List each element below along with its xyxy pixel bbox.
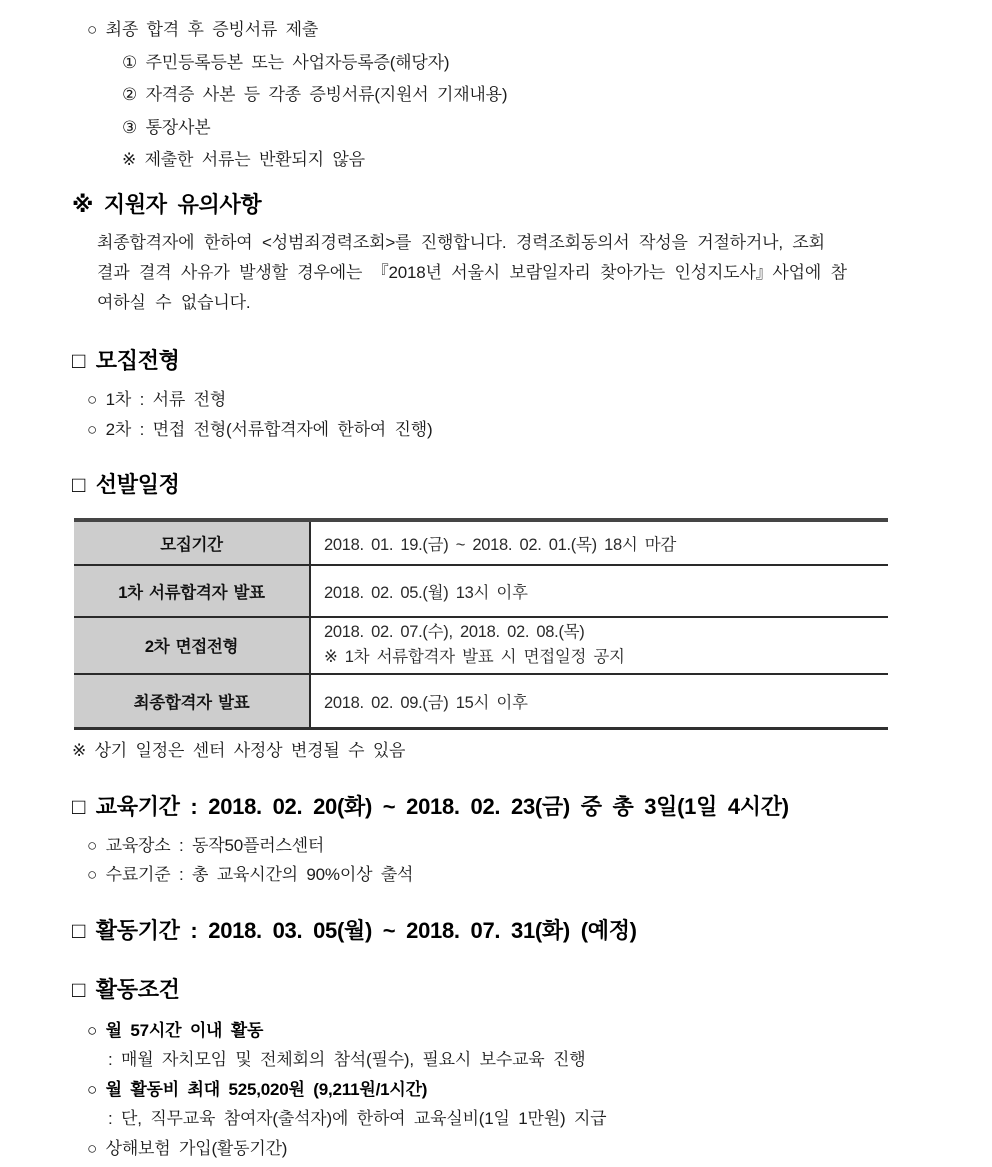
schedule-footnote: ※ 상기 일정은 센터 사정상 변경될 수 있음 — [72, 740, 406, 760]
conditions-heading: □ 활동조건 — [72, 976, 180, 1002]
submission-note: ※ 제출한 서류는 반환되지 않음 — [122, 150, 365, 169]
activity-period-heading: □ 활동기간 : 2018. 03. 05(월) ~ 2018. 07. 31(화) (예정) — [72, 917, 637, 943]
row-value-line-2: ※ 1차 서류합격자 발표 시 면접일정 공지 — [324, 648, 625, 666]
recruitment-item-2: ○ 2차 : 면접 전형(서류합격자에 한하여 진행) — [87, 419, 433, 439]
recruitment-items — [72, 385, 952, 445]
table-row — [74, 565, 888, 617]
conditions-items — [72, 1016, 952, 1164]
table-row — [74, 520, 888, 565]
section-activity-period — [72, 918, 952, 944]
education-heading: □ 교육기간 : 2018. 02. 20(화) ~ 2018. 02. 23(금) 중 총 3일(1일 4시간) — [72, 793, 789, 819]
row-value-line-1: 2018. 02. 07.(수), 2018. 02. 08.(목) — [324, 623, 585, 641]
section-recruitment-process — [72, 348, 952, 445]
schedule-heading: □ 선발일정 — [72, 471, 180, 497]
education-items — [72, 831, 952, 889]
submission-item-2: ② 자격증 사본 등 각종 증빙서류(지원서 기재내용) — [122, 85, 508, 104]
education-item-2: ○ 수료기준 : 총 교육시간의 90%이상 출석 — [87, 864, 414, 884]
condition-pay: ○ 월 활동비 최대 525,020원 (9,211원/1시간) — [87, 1079, 428, 1099]
section-selection-schedule — [72, 472, 952, 761]
table-row — [74, 617, 888, 674]
notice-paragraph — [97, 228, 952, 318]
row-value: 2018. 01. 19.(금) ~ 2018. 02. 01.(목) 18시 마감 — [310, 520, 888, 565]
section-applicant-notice — [72, 192, 952, 318]
submission-item-3: ③ 통장사본 — [122, 117, 211, 137]
recruitment-heading: □ 모집전형 — [72, 347, 180, 373]
condition-insurance: ○ 상해보험 가입(활동기간) — [87, 1138, 288, 1158]
row-value: 2018. 02. 05.(월) 13시 이후 — [310, 565, 888, 617]
condition-hours-detail: : 매월 자치모임 및 전체회의 참석(필수), 필요시 보수교육 진행 — [108, 1050, 586, 1069]
section-activity-conditions — [72, 977, 952, 1164]
row-header: 최종합격자 발표 — [74, 674, 310, 729]
schedule-table — [74, 518, 888, 730]
row-header: 1차 서류합격자 발표 — [74, 565, 310, 617]
recruitment-item-1: ○ 1차 : 서류 전형 — [87, 389, 227, 409]
education-item-1: ○ 교육장소 : 동작50플러스센터 — [87, 835, 325, 855]
row-header: 모집기간 — [74, 520, 310, 565]
row-header: 2차 면접전형 — [74, 617, 310, 674]
condition-hours: ○ 월 57시간 이내 활동 — [87, 1020, 264, 1040]
notice-line: 여하실 수 없습니다. — [97, 292, 251, 312]
section-document-submission — [72, 14, 952, 177]
notice-heading: ※ 지원자 유의사항 — [72, 191, 262, 217]
table-row — [74, 674, 888, 729]
row-value — [310, 617, 888, 674]
section-education-period — [72, 794, 952, 889]
submission-item-1: ① 주민등록등본 또는 사업자등록증(해당자) — [122, 52, 450, 72]
notice-line: 최종합격자에 한하여 <성범죄경력조회>를 진행합니다. 경력조회동의서 작성을 거절하거나, 조회 — [97, 232, 825, 252]
condition-pay-detail: : 단, 직무교육 참여자(출석자)에 한하여 교육실비(1일 1만원) 지급 — [108, 1109, 607, 1128]
row-value: 2018. 02. 09.(금) 15시 이후 — [324, 693, 528, 712]
notice-line: 결과 결격 사유가 발생할 경우에는 『2018년 서울시 보람일자리 찾아가는 인성지도사』사업에 참 — [97, 262, 847, 282]
bullet-submission-title: ○ 최종 합격 후 증빙서류 제출 — [87, 20, 319, 39]
